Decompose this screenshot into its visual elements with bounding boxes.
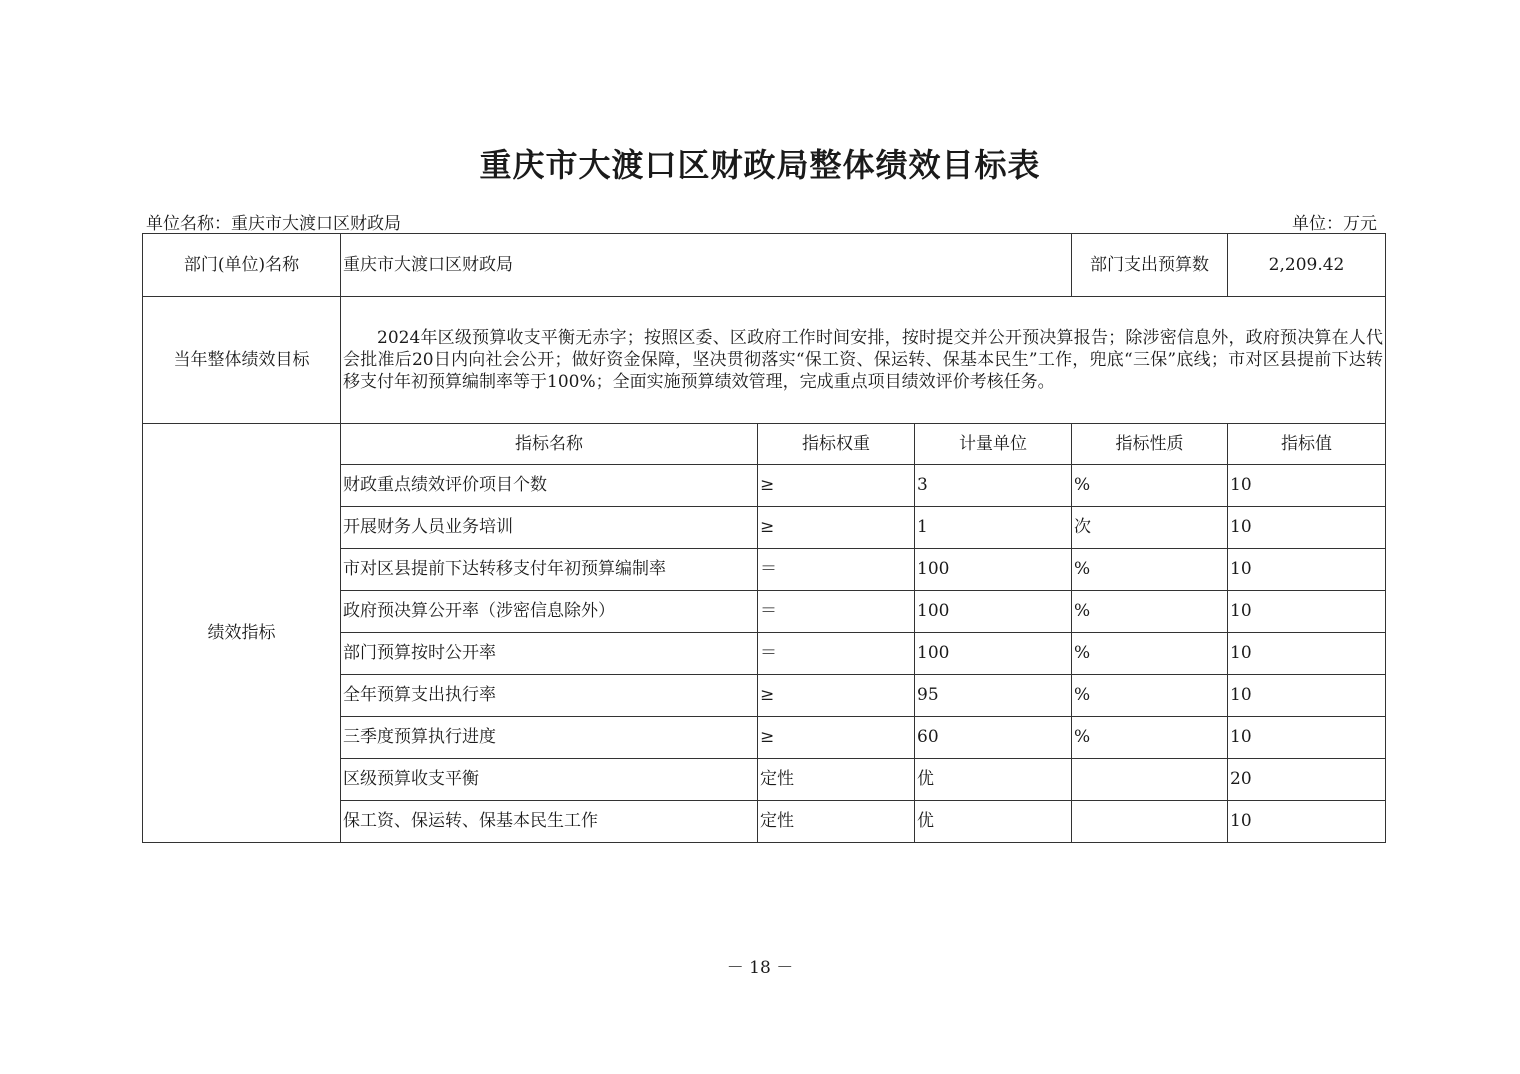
indicator-header-row xyxy=(143,424,1386,465)
indicator-name: 政府预决算公开率（涉密信息除外） xyxy=(341,591,758,633)
indicator-weight: 定性 xyxy=(758,759,915,801)
document-title: 重庆市大渡口区财政局整体绩效目标表 xyxy=(479,146,1041,184)
indicator-unit: 100 xyxy=(915,633,1072,675)
indicator-name: 开展财务人员业务培训 xyxy=(341,507,758,549)
indicator-nature xyxy=(1072,759,1228,801)
indicator-nature xyxy=(1072,801,1228,843)
annual-goal-text: 2024年区级预算收支平衡无赤字；按照区委、区政府工作时间安排，按时提交并公开预决算报告；除涉密信息外，政府预决算在人代会批准后20日内向社会公开；做好资金保障，坚决贯彻落实“保工资、保运转、保基本民生”工作，兜底“三保”底线；市对区县提前下达转移支付年初预算编制率等于100%；全面实施预算绩效管理，完成重点项目绩效评价考核任务。 xyxy=(341,297,1386,424)
indicator-nature: % xyxy=(1072,591,1228,633)
unit-name-label: 单位名称：重庆市大渡口区财政局 xyxy=(146,214,401,234)
indicator-unit: 95 xyxy=(915,675,1072,717)
currency-unit-label: 单位：万元 xyxy=(1292,214,1377,234)
budget-label: 部门支出预算数 xyxy=(1072,234,1228,297)
indicators-section-label: 绩效指标 xyxy=(143,424,341,843)
indicator-unit: 1 xyxy=(915,507,1072,549)
indicator-name: 财政重点绩效评价项目个数 xyxy=(341,465,758,507)
indicator-name: 保工资、保运转、保基本民生工作 xyxy=(341,801,758,843)
annual-goal-row xyxy=(143,297,1386,424)
indicator-name: 全年预算支出执行率 xyxy=(341,675,758,717)
indicator-value: 10 xyxy=(1228,675,1386,717)
indicator-value: 20 xyxy=(1228,759,1386,801)
indicator-unit: 3 xyxy=(915,465,1072,507)
indicator-name: 市对区县提前下达转移支付年初预算编制率 xyxy=(341,549,758,591)
indicator-weight: 定性 xyxy=(758,801,915,843)
indicator-unit: 60 xyxy=(915,717,1072,759)
indicator-value: 10 xyxy=(1228,549,1386,591)
page-number: － 18 － xyxy=(726,958,794,978)
indicator-value: 10 xyxy=(1228,801,1386,843)
indicator-unit: 优 xyxy=(915,801,1072,843)
column-header-weight: 指标权重 xyxy=(758,424,915,465)
indicator-weight: ＝ xyxy=(758,549,915,591)
indicator-unit: 100 xyxy=(915,549,1072,591)
indicator-value: 10 xyxy=(1228,633,1386,675)
indicator-name: 区级预算收支平衡 xyxy=(341,759,758,801)
indicator-weight: ＝ xyxy=(758,591,915,633)
indicator-nature: % xyxy=(1072,675,1228,717)
department-row xyxy=(143,234,1386,297)
indicator-weight: ≥ xyxy=(758,507,915,549)
indicator-nature: % xyxy=(1072,717,1228,759)
indicator-nature: % xyxy=(1072,633,1228,675)
indicator-weight: ≥ xyxy=(758,717,915,759)
column-header-indicator-name: 指标名称 xyxy=(341,424,758,465)
indicator-unit: 优 xyxy=(915,759,1072,801)
indicator-value: 10 xyxy=(1228,465,1386,507)
performance-target-table xyxy=(142,233,1386,843)
indicator-weight: ≥ xyxy=(758,675,915,717)
column-header-nature: 指标性质 xyxy=(1072,424,1228,465)
indicator-name: 三季度预算执行进度 xyxy=(341,717,758,759)
indicator-name: 部门预算按时公开率 xyxy=(341,633,758,675)
indicator-weight: ≥ xyxy=(758,465,915,507)
indicator-value: 10 xyxy=(1228,507,1386,549)
dept-name-label: 部门(单位)名称 xyxy=(143,234,341,297)
indicator-weight: ＝ xyxy=(758,633,915,675)
annual-goal-label: 当年整体绩效目标 xyxy=(143,297,341,424)
dept-name-value: 重庆市大渡口区财政局 xyxy=(341,234,1072,297)
indicator-nature: % xyxy=(1072,549,1228,591)
indicator-value: 10 xyxy=(1228,717,1386,759)
column-header-unit: 计量单位 xyxy=(915,424,1072,465)
budget-value: 2,209.42 xyxy=(1228,234,1386,297)
column-header-value: 指标值 xyxy=(1228,424,1386,465)
indicator-value: 10 xyxy=(1228,591,1386,633)
indicator-nature: % xyxy=(1072,465,1228,507)
indicator-nature: 次 xyxy=(1072,507,1228,549)
indicator-unit: 100 xyxy=(915,591,1072,633)
